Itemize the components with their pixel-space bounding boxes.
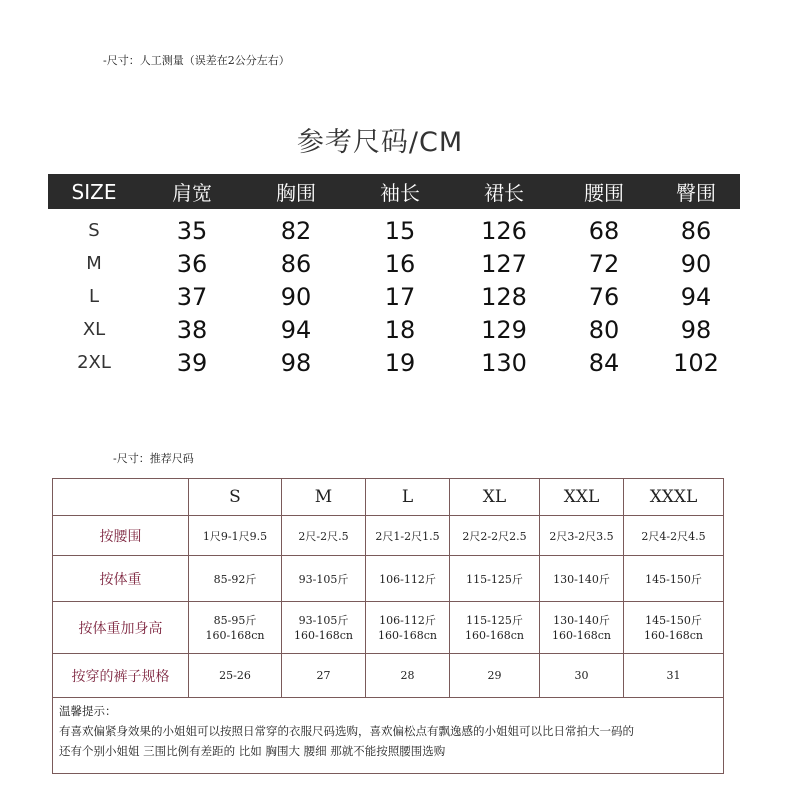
recommend-cell — [540, 602, 624, 654]
size-header-cell: L — [366, 479, 450, 516]
measurement-cell: 129 — [481, 315, 527, 344]
reference-size-table — [48, 174, 740, 379]
cell-line: 130-140斤 — [553, 613, 610, 627]
measurement-cell: 128 — [481, 282, 527, 311]
measurement-cell: 80 — [588, 315, 620, 344]
measurement-cell: 86 — [680, 216, 712, 245]
measurement-cell: 19 — [384, 348, 416, 377]
header-cell: 肩宽 — [172, 181, 212, 205]
size-label: XL — [82, 319, 106, 340]
recommend-cell: 93-105斤 — [282, 556, 366, 602]
recommend-cell — [282, 602, 366, 654]
header-cell: 袖长 — [380, 181, 420, 205]
recommend-cell: 31 — [624, 654, 724, 698]
header-cell: 臀围 — [676, 181, 716, 205]
measurement-cell: 102 — [673, 348, 719, 377]
table-row — [53, 516, 724, 556]
recommend-cell: 85-92斤 — [189, 556, 282, 602]
recommend-cell: 29 — [450, 654, 540, 698]
cell-line: 106-112斤 — [379, 613, 436, 627]
cell-line: 160-168cn — [378, 628, 437, 642]
recommend-cell — [189, 602, 282, 654]
recommend-cell: 145-150斤 — [624, 556, 724, 602]
size-header-cell: XL — [450, 479, 540, 516]
tip-line: 还有个别小姐姐 三围比例有差距的 比如 胸围大 腰细 那就不能按照腰围选购 — [59, 744, 446, 758]
measurement-cell: 35 — [176, 216, 208, 245]
table-row — [48, 247, 740, 280]
measurement-cell: 130 — [481, 348, 527, 377]
warm-tips — [53, 698, 724, 774]
tips-row — [53, 698, 724, 774]
recommend-cell: 2尺2-2尺2.5 — [450, 516, 540, 556]
recommend-cell — [624, 602, 724, 654]
measurement-cell: 90 — [680, 249, 712, 278]
measurement-cell: 18 — [384, 315, 416, 344]
measurement-cell: 127 — [481, 249, 527, 278]
row-label: 按腰围 — [53, 516, 189, 556]
table-row — [48, 313, 740, 346]
measurement-cell: 38 — [176, 315, 208, 344]
table-row — [53, 556, 724, 602]
recommend-cell: 30 — [540, 654, 624, 698]
table-row — [48, 214, 740, 247]
measure-note: -尺寸：人工测量（误差在2公分左右） — [103, 54, 290, 67]
measurement-cell: 39 — [176, 348, 208, 377]
recommended-size-table — [52, 478, 724, 774]
recommend-cell — [366, 602, 450, 654]
cell-line: 160-168cn — [294, 628, 353, 642]
row-label: 按穿的裤子规格 — [53, 654, 189, 698]
cell-line: 160-168cn — [552, 628, 611, 642]
recommend-cell: 2尺1-2尺1.5 — [366, 516, 450, 556]
cell-line: 85-95斤 — [213, 613, 257, 627]
header-cell: 胸围 — [276, 181, 316, 205]
cell-line: 160-168cn — [465, 628, 524, 642]
cell-line: 115-125斤 — [466, 613, 523, 627]
row-label: 按体重加身高 — [53, 602, 189, 654]
recommend-cell: 25-26 — [189, 654, 282, 698]
recommend-cell: 106-112斤 — [366, 556, 450, 602]
size-header-cell: S — [189, 479, 282, 516]
size-label: L — [88, 286, 100, 307]
cell-line: 145-150斤 — [645, 613, 702, 627]
recommend-cell: 115-125斤 — [450, 556, 540, 602]
measurement-cell: 82 — [280, 216, 312, 245]
measurement-cell: 84 — [588, 348, 620, 377]
header-cell: 裙长 — [484, 181, 524, 205]
reference-table-body — [48, 209, 740, 379]
row-label: 按体重 — [53, 556, 189, 602]
measurement-cell: 68 — [588, 216, 620, 245]
recommend-cell: 27 — [282, 654, 366, 698]
measurement-cell: 126 — [481, 216, 527, 245]
recommend-cell: 1尺9-1尺9.5 — [189, 516, 282, 556]
recommend-cell: 130-140斤 — [540, 556, 624, 602]
measurement-cell: 94 — [680, 282, 712, 311]
size-header-cell: M — [282, 479, 366, 516]
size-label: 2XL — [77, 352, 111, 373]
measurement-cell: 98 — [280, 348, 312, 377]
recommend-cell — [450, 602, 540, 654]
measurement-cell: 37 — [176, 282, 208, 311]
header-cell: SIZE — [71, 179, 117, 204]
measurement-cell: 36 — [176, 249, 208, 278]
reference-table-header — [48, 174, 740, 209]
recommend-cell: 2尺4-2尺4.5 — [624, 516, 724, 556]
measurement-cell: 72 — [588, 249, 620, 278]
measurement-cell: 16 — [384, 249, 416, 278]
measurement-cell: 98 — [680, 315, 712, 344]
measurement-cell: 15 — [384, 216, 416, 245]
measurement-cell: 90 — [280, 282, 312, 311]
reference-size-title: 参考尺码/CM — [296, 127, 464, 158]
measurement-cell: 76 — [588, 282, 620, 311]
recommend-cell: 2尺3-2尺3.5 — [540, 516, 624, 556]
table-row — [53, 654, 724, 698]
tip-line: 温馨提示： — [59, 704, 117, 718]
size-label: M — [86, 253, 102, 274]
table-row — [48, 280, 740, 313]
size-header-row — [53, 479, 724, 516]
measurement-cell: 94 — [280, 315, 312, 344]
size-label: S — [88, 220, 100, 241]
table-row — [48, 346, 740, 379]
measurement-cell: 17 — [384, 282, 416, 311]
recommend-note: -尺寸：推荐尺码 — [113, 452, 194, 465]
recommend-cell: 2尺-2尺.5 — [282, 516, 366, 556]
recommend-cell: 28 — [366, 654, 450, 698]
cell-line: 160-168cn — [205, 628, 265, 642]
cell-line: 160-168cn — [644, 628, 703, 642]
tip-line: 有喜欢偏紧身效果的小姐姐可以按照日常穿的衣服尺码选购，喜欢偏松点有飘逸感的小姐姐可以比日常拍大一码的 — [59, 724, 634, 738]
table-row — [53, 602, 724, 654]
measurement-cell: 86 — [280, 249, 312, 278]
cell-line: 93-105斤 — [298, 613, 349, 627]
corner-cell — [53, 479, 189, 516]
size-header-cell: XXL — [540, 479, 624, 516]
header-cell: 腰围 — [584, 181, 624, 205]
size-header-cell: XXXL — [624, 479, 724, 516]
